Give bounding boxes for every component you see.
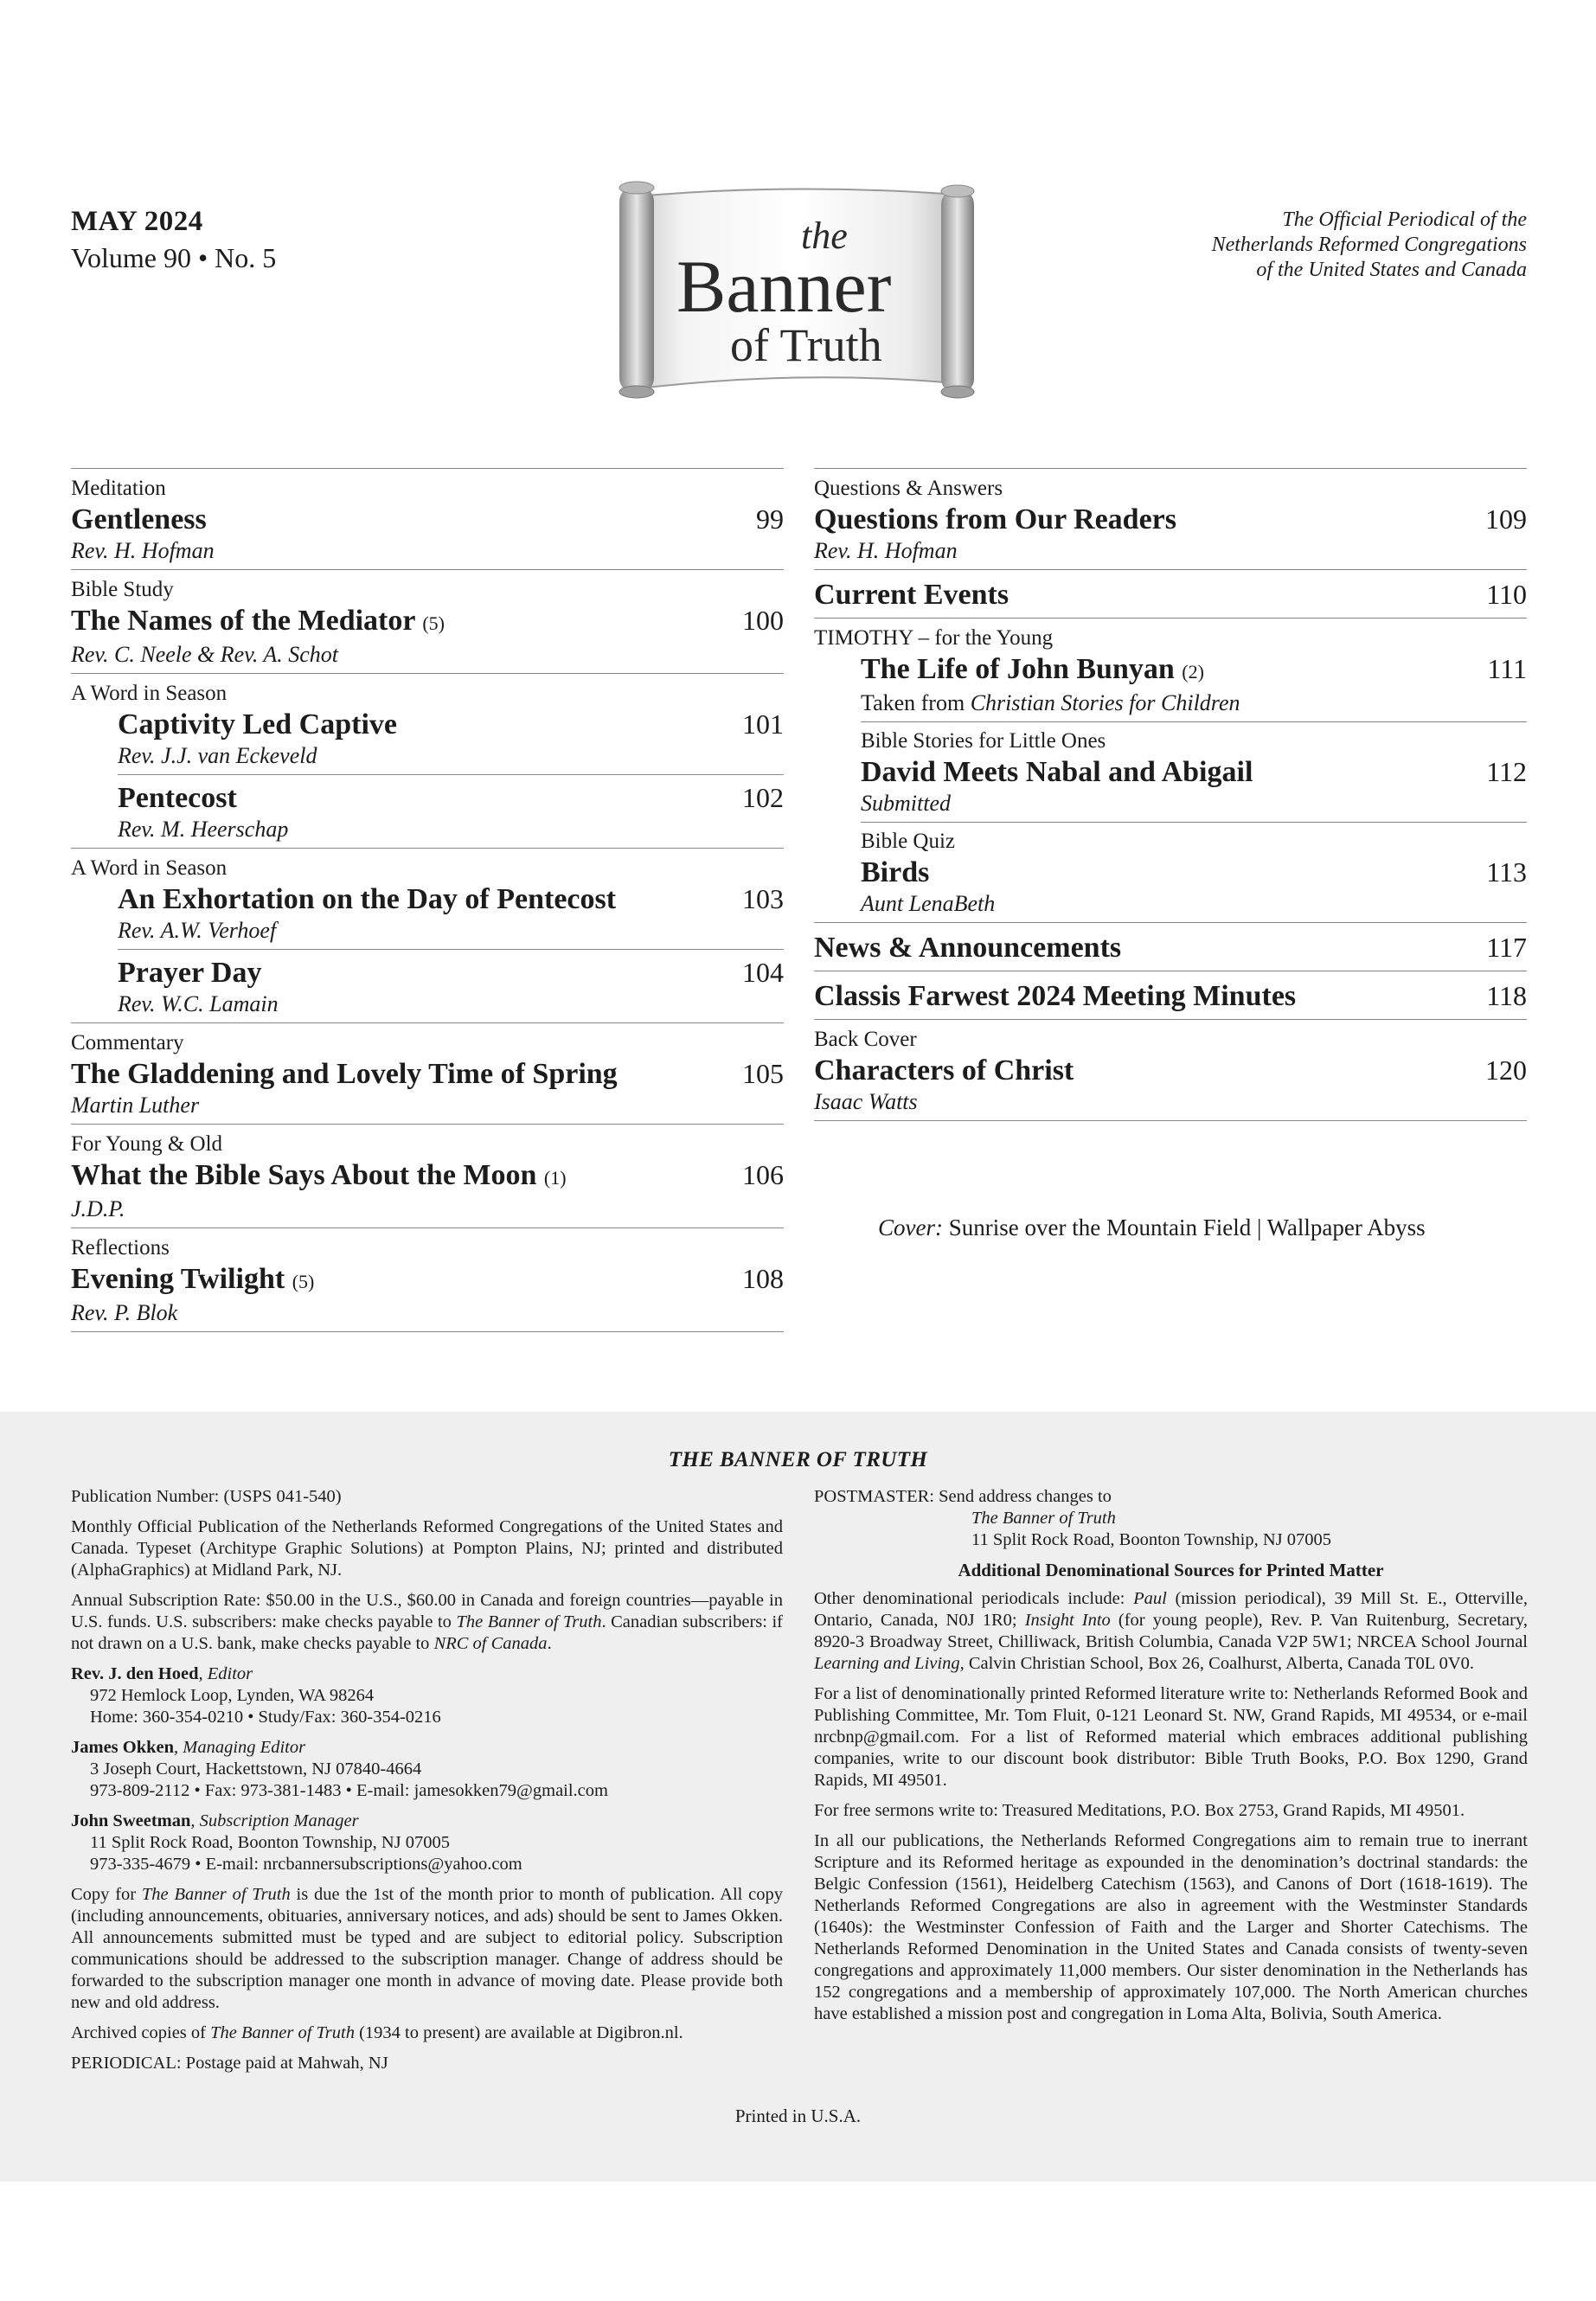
text: Annual Subscription Rate: $50.00 in the U.S., $60.00 in Canada and foreign countries—payable in U.S. funds. U.S. subscribers: make checks payable to <box>71 1591 783 1631</box>
toc-title[interactable]: News & Announcements <box>814 932 1122 964</box>
toc-author: Isaac Watts <box>814 1089 918 1114</box>
toc-entry <box>814 1019 1527 1121</box>
toc-entry <box>814 922 1527 971</box>
tagline <box>1042 208 1527 283</box>
text: Copy for <box>71 1885 142 1904</box>
toc-page-number: 118 <box>1486 980 1527 1011</box>
contact-line: Home: 360-354-0210 • Study/Fax: 360-354-0216 <box>90 1708 441 1727</box>
toc-title[interactable]: Pentecost <box>118 782 237 814</box>
logo-word-of-truth: of Truth <box>730 319 882 371</box>
toc-page-number: 102 <box>742 782 784 813</box>
footer-right-column <box>814 1486 1528 2034</box>
toc-author: Rev. J.J. van Eckeveld <box>118 743 317 768</box>
toc-page-number: 101 <box>742 708 784 740</box>
toc-page-number: 112 <box>1486 756 1527 787</box>
text: POSTMASTER: Send address changes to <box>814 1487 1112 1506</box>
text: Other denominational periodicals include: <box>814 1589 1134 1608</box>
contact-line: 973-809-2112 • Fax: 973-381-1483 • E-mail: jamesokken79@gmail.com <box>90 1781 608 1800</box>
toc-entry <box>814 468 1527 569</box>
scroll-logo-graphic <box>602 177 991 407</box>
text: NRC of Canada <box>433 1634 548 1653</box>
toc-title[interactable]: Characters of Christ <box>814 1054 1074 1086</box>
toc-title[interactable]: Current Events <box>814 579 1010 611</box>
toc-category: A Word in Season <box>71 682 228 705</box>
toc-subentry <box>71 881 784 949</box>
text: . <box>547 1634 552 1653</box>
toc-page-number: 103 <box>742 883 784 914</box>
additional-sources-heading: Additional Denominational Sources for Printed Matter <box>958 1560 1384 1580</box>
toc-title[interactable]: An Exhortation on the Day of Pentecost <box>118 883 617 915</box>
toc-entry <box>814 971 1527 1019</box>
toc-page-number: 108 <box>742 1263 784 1294</box>
toc-author: Rev. P. Blok <box>71 1300 178 1325</box>
logo-word-banner: Banner <box>676 245 892 328</box>
subscription-rate <box>71 1590 783 1655</box>
managing-editor-contact <box>71 1737 783 1802</box>
toc-title[interactable]: Questions from Our Readers <box>814 503 1177 535</box>
sermons-info: For free sermons write to: Treasured Meditations, P.O. Box 2753, Grand Rapids, MI 49501. <box>814 1801 1465 1820</box>
toc-page-number: 120 <box>1485 1054 1527 1086</box>
toc-page-number: 99 <box>756 503 784 535</box>
text: . Canadian subscribers: if not drawn on a U.S. bank, make checks payable to <box>71 1612 783 1653</box>
toc-category: Questions & Answers <box>814 477 1003 500</box>
toc-title[interactable]: David Meets Nabal and Abigail <box>861 756 1253 788</box>
contact-name: Rev. J. den Hoed <box>71 1664 199 1683</box>
footer-left-column <box>71 1486 783 2083</box>
text: is due the 1st of the month prior to month of publication. All copy (including announcements, obituaries, anniversary notices, and ads) should be sent to James Okken. All announcements submitted must be typed and are subject to editorial policy. Subscription communications should be addressed to the subscription manager. Change of address should be forwarded to the subscription manager one month in advance of moving date. Please provide both new and old address. <box>71 1885 783 2012</box>
editor-contact <box>71 1663 783 1728</box>
toc-title[interactable]: Birds <box>861 856 930 888</box>
toc-part-number: (5) <box>292 1271 315 1292</box>
toc-title[interactable]: Prayer Day <box>118 957 262 989</box>
toc-author: Rev. M. Heerschap <box>118 817 289 842</box>
text: (1934 to present) are available at Digibron.nl. <box>354 2023 683 2042</box>
toc-subentry <box>814 651 1527 721</box>
toc-part-number: (2) <box>1182 661 1204 683</box>
toc-entry <box>71 1022 784 1124</box>
toc-title[interactable]: Gentleness <box>71 503 207 535</box>
toc-subentry <box>71 707 784 774</box>
toc-page-number: 109 <box>1485 503 1527 535</box>
toc-author: Rev. A.W. Verhoef <box>118 918 277 943</box>
other-periodicals <box>814 1588 1528 1675</box>
contact-role: , Subscription Manager <box>190 1811 359 1830</box>
toc-title-wrap[interactable] <box>71 604 445 641</box>
text: , Calvin Christian School, Box 26, Coalhurst, Alberta, Canada T0L 0V0. <box>959 1654 1475 1673</box>
toc-title: Evening Twilight <box>71 1263 285 1295</box>
toc-author: Martin Luther <box>71 1093 200 1118</box>
toc-author-prefix: Taken from <box>861 690 971 715</box>
publication-info: Monthly Official Publication of the Netherlands Reformed Congregations of the United States and Canada. Typeset (Architype Graphic Solutions) at Pompton Plains, NJ; printed and distributed (AlphaGraphics) at Midland Park, NJ. <box>71 1517 783 1580</box>
toc-part-number: (5) <box>422 612 445 634</box>
toc-category: Meditation <box>71 477 166 500</box>
issue-volume: Volume 90 • No. 5 <box>71 242 277 273</box>
archived-copies <box>71 2022 783 2044</box>
cover-text: Sunrise over the Mountain Field | Wallpaper Abyss <box>942 1215 1426 1240</box>
toc-entry <box>71 1227 784 1332</box>
toc-title-wrap[interactable] <box>71 1158 567 1195</box>
subscription-manager-contact <box>71 1811 783 1875</box>
toc-entry <box>71 1124 784 1227</box>
tagline-line: of the United States and Canada <box>1256 259 1527 281</box>
text: Paul <box>1133 1589 1167 1608</box>
toc-author: Rev. H. Hofman <box>71 538 215 563</box>
contact-role: , Editor <box>198 1664 253 1683</box>
tagline-line: The Official Periodical of the <box>1282 208 1527 231</box>
toc-subentry <box>861 721 1527 822</box>
postmaster-name: The Banner of Truth <box>971 1509 1116 1528</box>
toc-title-wrap[interactable] <box>71 1262 314 1299</box>
toc-part-number: (1) <box>543 1167 567 1189</box>
contact-line: 973-335-4679 • E-mail: nrcbannersubscriptions@yahoo.com <box>90 1855 522 1874</box>
toc-entry <box>71 468 784 569</box>
text: (mission periodical), 39 Mill St. E., Otterville, Ontario, Canada, N0J 1R0; <box>814 1589 1528 1630</box>
issue-date: MAY 2024 <box>71 206 203 237</box>
toc-author-source: Christian Stories for Children <box>970 690 1240 715</box>
toc-category: Back Cover <box>814 1028 917 1051</box>
toc-page-number: 106 <box>742 1159 784 1190</box>
text: The Banner of Truth <box>141 1885 291 1904</box>
printed-in: Printed in U.S.A. <box>734 2106 862 2126</box>
text: (for young people), Rev. P. Van Ruitenburg, Secretary, 8920-3 Broadway Street, Chilliwack, British Columbia, Canada V2P 5W1; NRCEA School Journal <box>814 1611 1529 1651</box>
toc-author: Submitted <box>861 791 951 816</box>
cover-label: Cover: <box>878 1215 943 1240</box>
contact-line: 972 Hemlock Loop, Lynden, WA 98264 <box>90 1686 375 1705</box>
toc-author: Aunt LenaBeth <box>861 891 996 916</box>
postmaster <box>814 1486 1528 1551</box>
table-of-contents-left <box>71 468 784 1332</box>
toc-author: Rev. H. Hofman <box>814 538 958 563</box>
toc-entry <box>814 569 1527 618</box>
toc-subentry <box>118 774 784 848</box>
toc-title-wrap[interactable] <box>861 652 1204 689</box>
tagline-line: Netherlands Reformed Congregations <box>1211 234 1527 256</box>
toc-title: The Life of John Bunyan <box>861 653 1175 685</box>
contact-name: John Sweetman <box>71 1811 191 1830</box>
logo-word-the: the <box>801 215 848 257</box>
cover-caption <box>878 1215 1426 1241</box>
toc-category: Bible Quiz <box>861 830 956 853</box>
banner-of-truth-logo <box>602 177 991 407</box>
toc-category: A Word in Season <box>71 856 228 880</box>
toc-page-number: 117 <box>1486 932 1527 963</box>
text: Insight Into <box>1024 1611 1111 1630</box>
toc-subentry <box>861 822 1527 922</box>
toc-entry <box>71 569 784 673</box>
copy-policy <box>71 1884 783 2014</box>
toc-category: Bible Stories for Little Ones <box>861 729 1106 753</box>
toc-author: Rev. C. Neele & Rev. A. Schot <box>71 642 338 667</box>
text: The Banner of Truth <box>210 2023 355 2042</box>
toc-entry <box>71 848 784 1022</box>
toc-category: Bible Study <box>71 578 174 601</box>
toc-author <box>861 689 1527 716</box>
publications-statement: In all our publications, the Netherlands Reformed Congregations aim to remain true to inerrant Scripture and its Reformed heritage as expounded in the denomination’s doctrinal standards: the Belgic Confession (1561), Heidelberg Catechism (1563), and Canons of Dort (1618-1619). The Netherlands Reformed Congregations are also in agreement with the Westminster Standards (1640s): the Westminster Confession of Faith and the Larger and Shorter Catechisms. The Netherlands Reformed Denomination in the United States and Canada consists of twenty-seven congregations and approximately 11,000 members. Our sister denomination in the Netherlands has 152 congregations and a membership of approximately 107,000. The North American churches have established a mission post and congregation in Loma Alta, Bolivia, South America. <box>814 1831 1528 2023</box>
toc-page-number: 113 <box>1486 856 1527 888</box>
toc-title[interactable]: Captivity Led Captive <box>118 708 397 740</box>
toc-entry <box>71 673 784 848</box>
text: Archived copies of <box>71 2023 211 2042</box>
toc-category: Commentary <box>71 1031 184 1054</box>
contact-name: James Okken <box>71 1738 175 1757</box>
toc-page-number: 105 <box>742 1058 784 1089</box>
publication-number: Publication Number: (USPS 041-540) <box>71 1487 342 1506</box>
toc-category: TIMOTHY – for the Young <box>814 626 1054 650</box>
toc-page-number: 100 <box>742 605 784 636</box>
toc-title: The Names of the Mediator <box>71 605 415 637</box>
text: The Banner of Truth <box>456 1612 602 1631</box>
toc-category: Reflections <box>71 1236 170 1259</box>
toc-category: For Young & Old <box>71 1132 223 1156</box>
toc-subentry <box>118 949 784 1022</box>
toc-page-number: 104 <box>742 957 784 988</box>
contact-line: 3 Joseph Court, Hackettstown, NJ 07840-4664 <box>90 1759 422 1779</box>
literature-info: For a list of denominationally printed Reformed literature write to: Netherlands Reformed Book and Publishing Committee, Mr. Tom Fluit, 0-121 Leonard St. NW, Grand Rapids, MI 49534, or e-mail nrcbnp@gmail.com. For a list of Reformed material which embraces additional publishing companies, write to our discount book distributor: Bible Truth Books, P.O. Box 1290, Grand Rapids, MI 49501. <box>814 1684 1528 1790</box>
toc-author: Rev. W.C. Lamain <box>118 991 279 1016</box>
periodical-postage: PERIODICAL: Postage paid at Mahwah, NJ <box>71 2054 388 2073</box>
contact-line: 11 Split Rock Road, Boonton Township, NJ 07005 <box>90 1833 450 1852</box>
footer-title: THE BANNER OF TRUTH <box>668 1448 928 1471</box>
toc-title[interactable]: The Gladdening and Lovely Time of Spring <box>71 1058 618 1090</box>
toc-page-number: 110 <box>1486 579 1527 610</box>
contact-role: , Managing Editor <box>174 1738 306 1757</box>
table-of-contents-right <box>814 468 1527 1121</box>
toc-page-number: 111 <box>1487 653 1527 684</box>
toc-entry <box>814 618 1527 922</box>
toc-author: J.D.P. <box>71 1196 125 1221</box>
text: Learning and Living <box>814 1654 960 1673</box>
toc-title[interactable]: Classis Farwest 2024 Meeting Minutes <box>814 980 1297 1012</box>
toc-title: What the Bible Says About the Moon <box>71 1159 537 1191</box>
postmaster-address: 11 Split Rock Road, Boonton Township, NJ 07005 <box>971 1530 1331 1549</box>
